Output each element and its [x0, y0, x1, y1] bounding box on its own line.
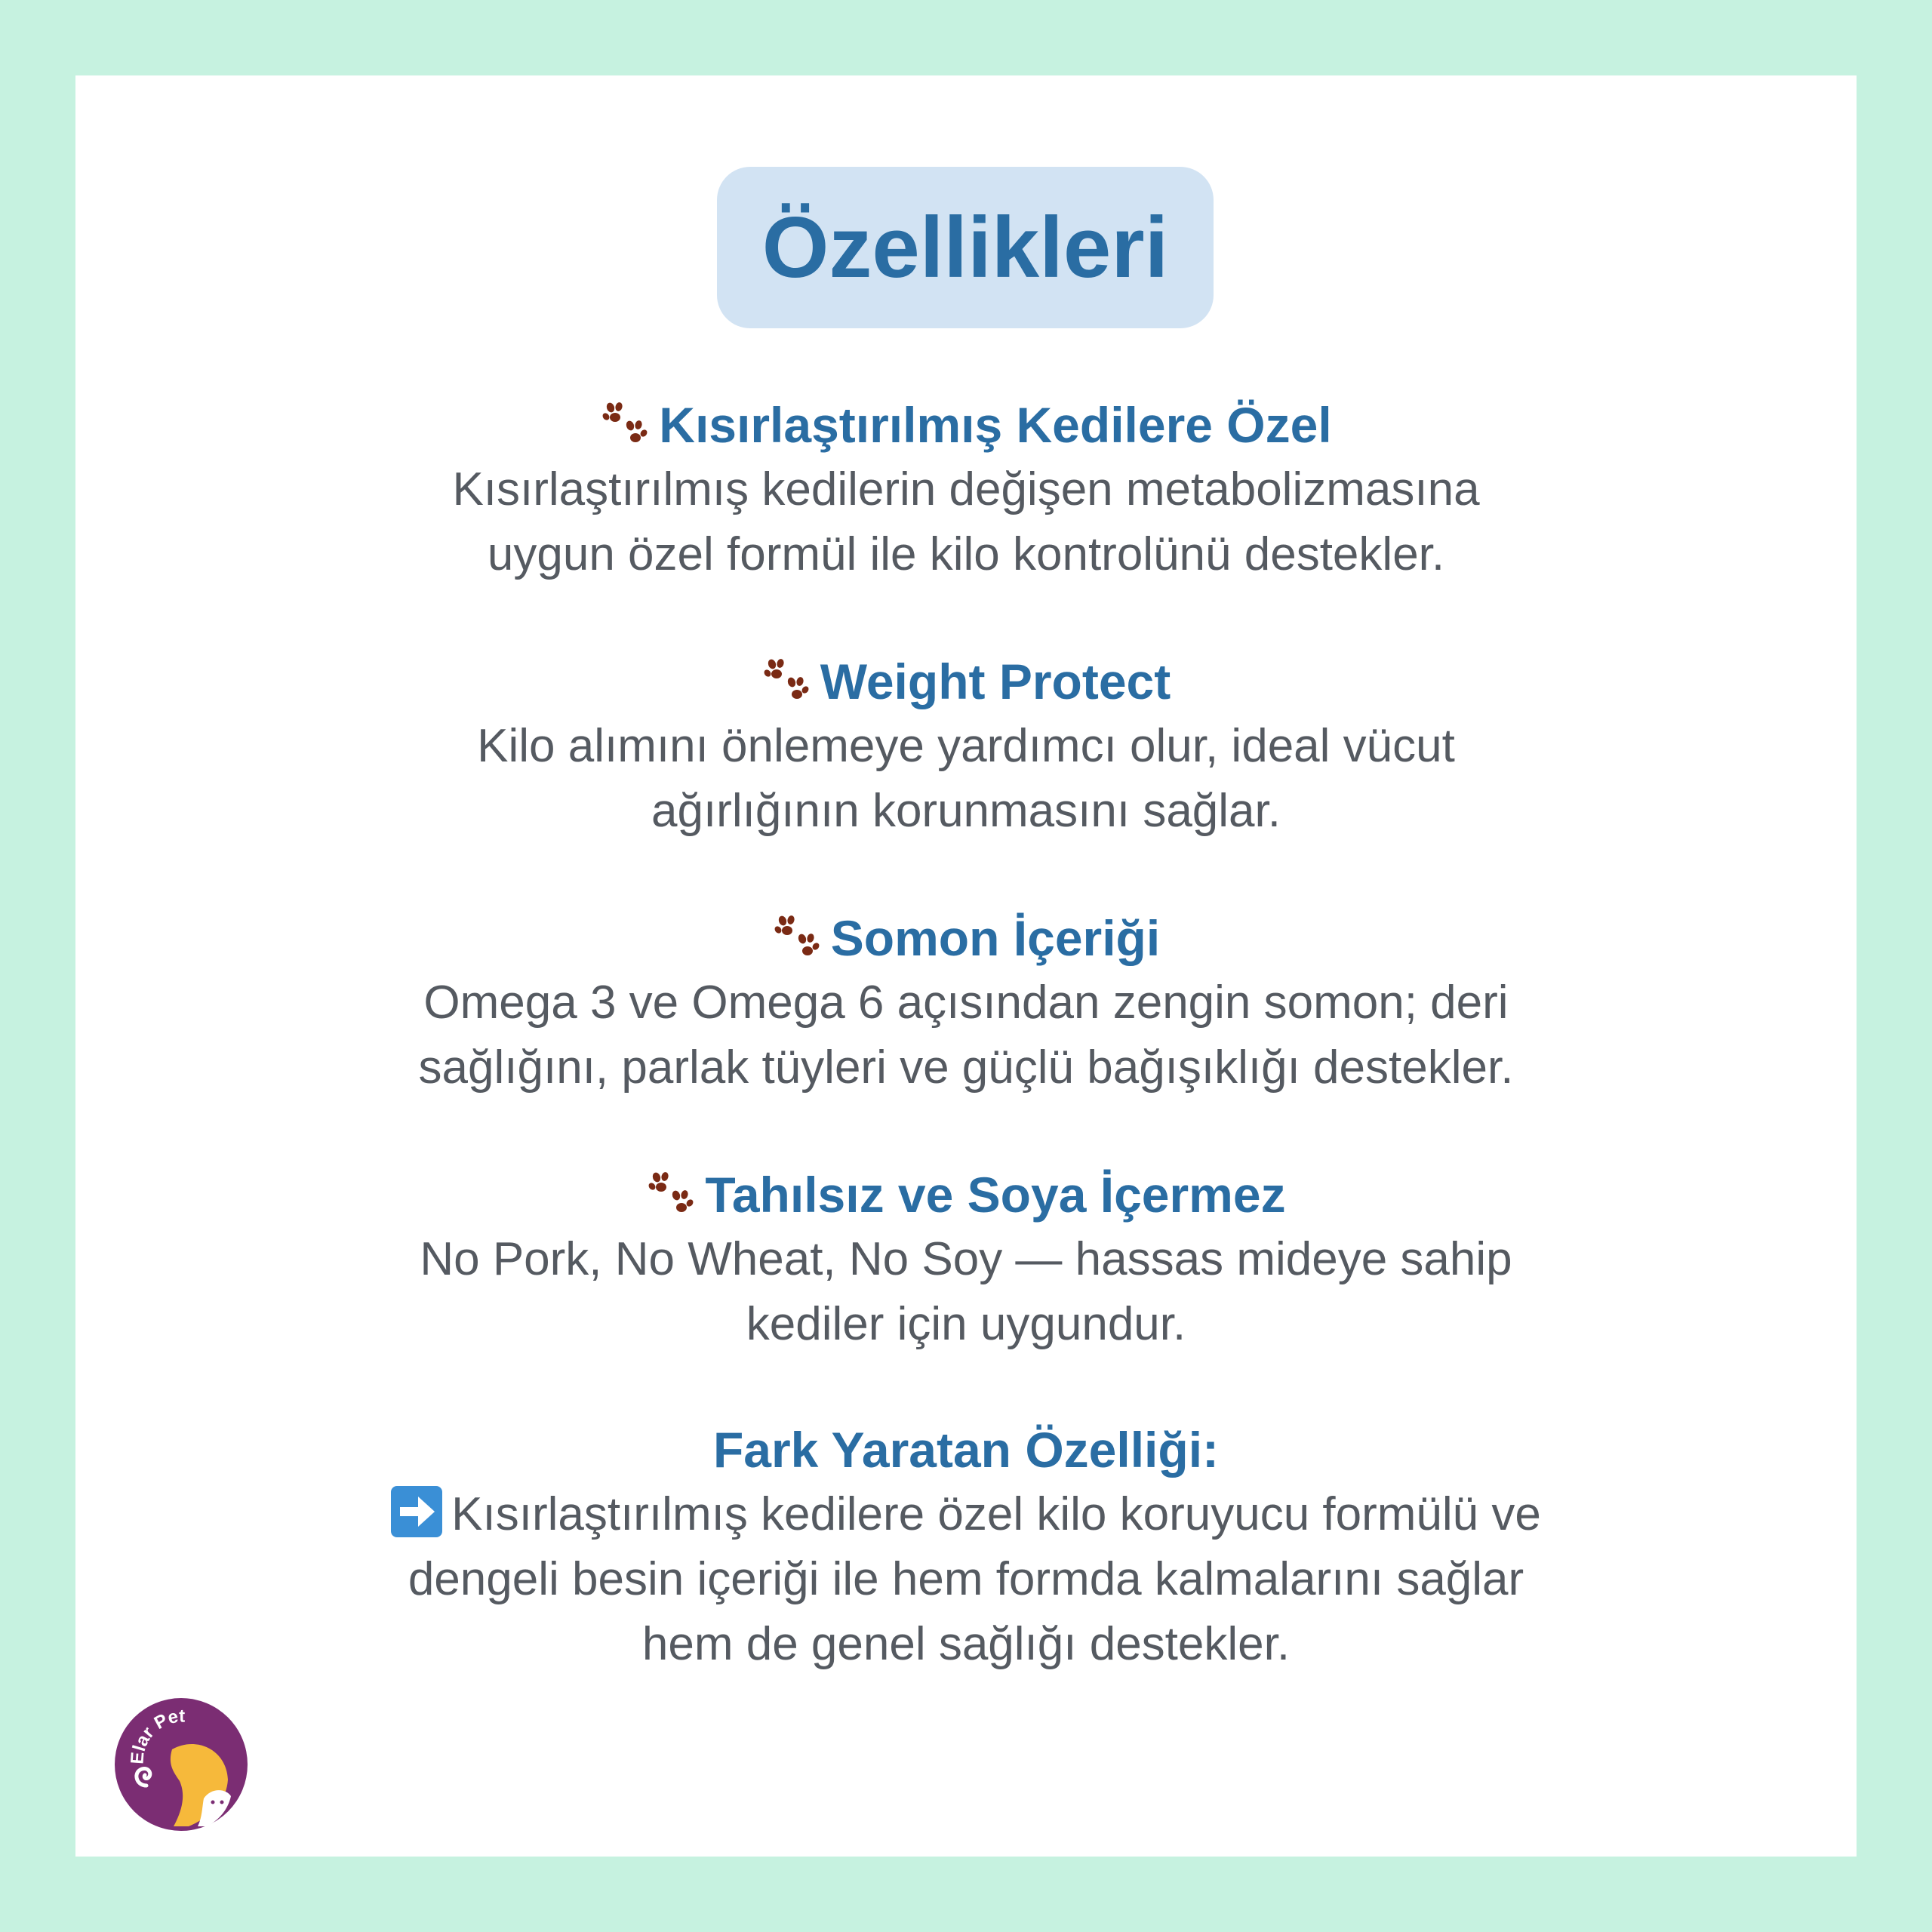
- highlight-heading: [75, 1417, 1857, 1482]
- highlight-line-text: Kısırlaştırılmış kedilere özel kilo koruyucu formülü ve: [451, 1488, 1541, 1540]
- logo-text: Elar Pet: [127, 1706, 186, 1765]
- paw-prints-icon: [772, 913, 822, 963]
- elar-pet-logo: [113, 1697, 249, 1832]
- feature-description-line: kediler için uygundur.: [746, 1298, 1186, 1350]
- feature-description-line: uygun özel formül ile kilo kontrolünü destekler.: [487, 528, 1445, 580]
- feature-description-line: ağırlığının korunmasını sağlar.: [651, 785, 1281, 837]
- feature-section: [75, 906, 1857, 1100]
- feature-description-line: Kilo alımını önlemeye yardımcı olur, ideal vücut: [477, 720, 1455, 772]
- content-card: [75, 75, 1857, 1857]
- feature-heading-text: Kısırlaştırılmış Kedilere Özel: [659, 397, 1332, 453]
- highlight-line: [75, 1482, 1857, 1547]
- feature-heading: [75, 392, 1857, 457]
- highlight-section: [75, 1417, 1857, 1677]
- feature-section: [75, 1162, 1857, 1357]
- feature-section: [75, 649, 1857, 844]
- feature-description-line: Kısırlaştırılmış kedilerin değişen metabolizmasına: [452, 463, 1480, 515]
- paw-prints-icon: [646, 1170, 696, 1220]
- title-badge: [717, 167, 1214, 328]
- highlight-line: hem de genel sağlığı destekler.: [641, 1618, 1291, 1670]
- feature-description-line: No Pork, No Wheat, No Soy — hassas mideye sahip: [420, 1233, 1512, 1285]
- feature-description-line: Omega 3 ve Omega 6 açısından zengin somon; deri: [423, 977, 1509, 1029]
- feature-heading: [75, 1162, 1857, 1227]
- right-arrow-icon: [391, 1486, 442, 1537]
- feature-heading: [75, 906, 1857, 971]
- page-title: Özellikleri: [761, 199, 1169, 296]
- feature-heading: [75, 649, 1857, 714]
- paw-prints-icon: [600, 400, 650, 450]
- feature-section: [75, 392, 1857, 587]
- paw-prints-icon: [761, 657, 811, 706]
- feature-heading-text: Tahılsız ve Soya İçermez: [705, 1167, 1286, 1223]
- feature-heading-text: Weight Protect: [820, 654, 1171, 709]
- feature-description-line: sağlığını, parlak tüyleri ve güçlü bağışıklığı destekler.: [418, 1041, 1514, 1094]
- highlight-line: dengeli besin içeriği ile hem formda kalmalarını sağlar: [408, 1553, 1524, 1605]
- highlight-heading-text: Fark Yaratan Özelliği:: [712, 1422, 1220, 1478]
- feature-heading-text: Somon İçeriği: [830, 910, 1161, 966]
